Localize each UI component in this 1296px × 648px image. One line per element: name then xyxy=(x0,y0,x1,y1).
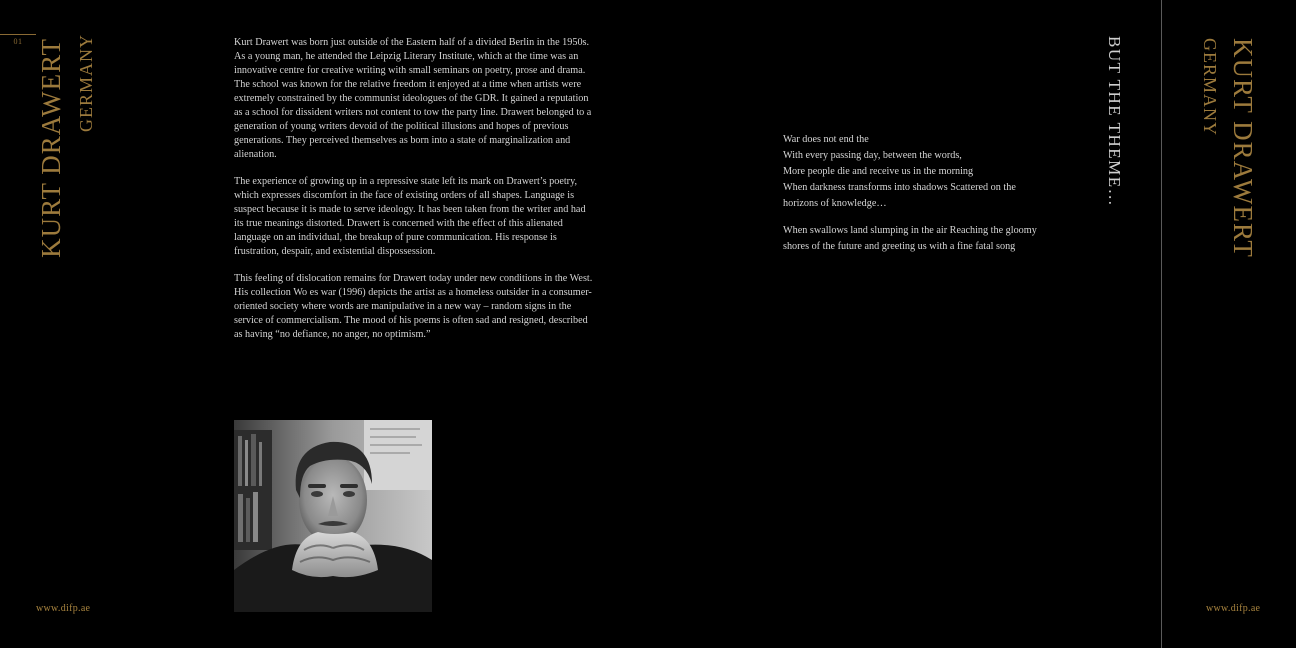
author-country-vertical: GERMANY xyxy=(76,33,96,132)
poem-line: When darkness transforms into shadows Scattered on the xyxy=(783,182,1016,193)
author-name-vertical-right: KURT DRAWERT xyxy=(1228,38,1258,258)
poem-stanza-2 xyxy=(783,223,1083,255)
author-name-vertical: KURT DRAWERT xyxy=(36,38,66,258)
author-country-vertical-right: GERMANY xyxy=(1200,38,1220,137)
poem-line: More people die and receive us in the morning xyxy=(783,166,974,177)
poem-excerpt xyxy=(783,132,1083,266)
bio-paragraph-3: This feeling of dislocation remains for Drawert today under new conditions in the West. His collection Wo es war (1996) depicts the artist as a homeless outsider in a consumer-oriented society where words are manipulative in a new way – random signs in the service of commercialism. The mood of his poems is often sad and resigned, described as having “no defiance, no anger, no optimism.” xyxy=(234,273,593,340)
poem-line: horizons of knowledge… xyxy=(783,198,887,209)
poem-stanza-1 xyxy=(783,132,1083,212)
poem-line: War does not end the xyxy=(783,134,869,145)
page-number: 01 xyxy=(0,34,36,46)
poem-line: When swallows land slumping in the air Reaching the gloomy xyxy=(783,225,1037,236)
page-divider xyxy=(1161,0,1162,648)
bio-paragraph-1: Kurt Drawert was born just outside of the Eastern half of a divided Berlin in the 1950s. As a young man, he attended the Leipzig Literary Institute, which at the time was an innovative centre for creative writing with small seminars on poetry, prose and drama. The school was known for the relative freedom it enjoyed at a time when artists were extremely constrained by the communist ideologues of the GDR. It gained a reputation as a school for dissident writers not content to tow the party line. Drawert belonged to a generation of young writers devoid of the political illusions and hopes of previous generations. They perceived themselves as born into a state of marginalization and alienation. xyxy=(234,37,592,160)
author-portrait-photo xyxy=(234,420,432,612)
bio-paragraph-2: The experience of growing up in a repressive state left its mark on Drawert’s poetry, which expresses discomfort in the face of existing orders of all shapes. Language is suspect because it is made to serve ideology. It has been taken from the writer and had its true meanings distorted. Drawert is concerned with the effect of this alienated language on an individual, the breakup of pure communication. His response is frustration, despair, and existential dispossession. xyxy=(234,176,586,257)
portrait-illustration xyxy=(234,420,432,612)
author-biography xyxy=(234,36,596,355)
website-link-right[interactable]: www.difp.ae xyxy=(1206,603,1261,614)
website-link-left[interactable]: www.difp.ae xyxy=(36,603,91,614)
poem-line: shores of the future and greeting us with a fine fatal song xyxy=(783,241,1016,252)
poem-theme-title: BUT THE THEME… xyxy=(1105,36,1124,208)
poem-line: With every passing day, between the words, xyxy=(783,150,962,161)
